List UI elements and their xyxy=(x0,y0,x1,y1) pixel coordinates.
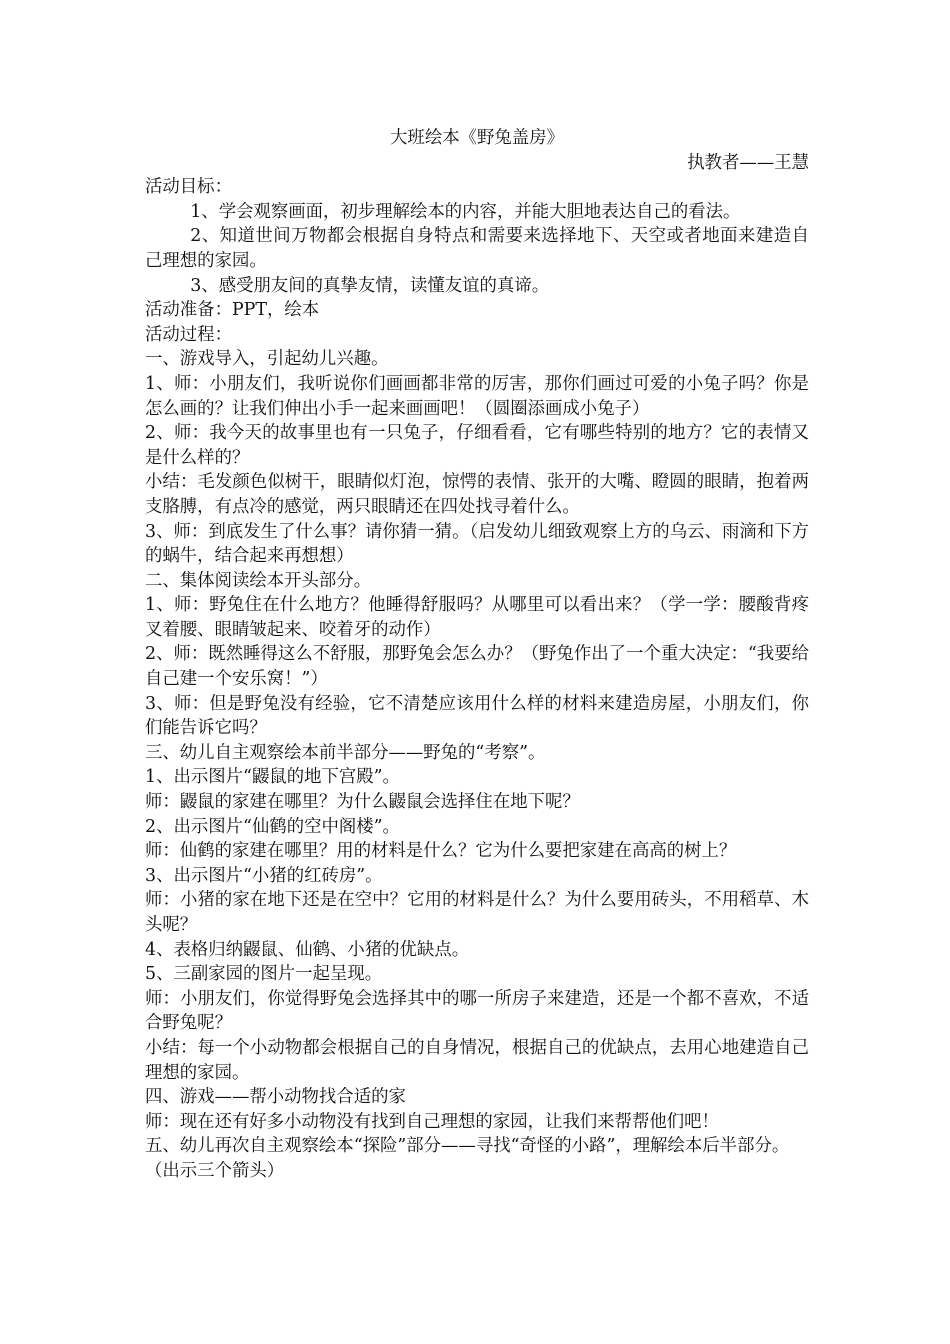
paragraph: （出示三个箭头） xyxy=(145,1160,285,1181)
document-body xyxy=(145,175,809,1183)
paragraph: 师：鼹鼠的家建在哪里？为什么鼹鼠会选择住在地下呢？ xyxy=(145,792,580,813)
paragraph: 3、感受朋友间的真挚友情，读懂友谊的真谛。 xyxy=(190,275,550,296)
paragraph: 小结：每一个小动物都会根据自己的自身情况，根据自己的优缺点，去用心地建造自己理想的家园。 xyxy=(145,1037,809,1083)
paragraph: 2、师：既然睡得这么不舒服，那野兔会怎么办？（野兔作出了一个重大决定：“我要给自己建一个安乐窝！”） xyxy=(145,644,809,690)
paragraph: 2、师：我今天的故事里也有一只兔子，仔细看看，它有哪些特别的地方？它的表情又是什么样的？ xyxy=(145,423,809,468)
paragraph: 五、幼儿再次自主观察绘本“探险”部分——寻找“奇怪的小路”，理解绘本后半部分。 xyxy=(145,1136,790,1157)
paragraph: 四、游戏——帮小动物找合适的家 xyxy=(145,1087,406,1108)
paragraph: 师：仙鹤的家建在哪里？用的材料是什么？它为什么要把家建在高高的树上？ xyxy=(145,841,737,862)
document-title: 大班绘本《野兔盖房》 xyxy=(390,128,564,148)
paragraph: 3、师：但是野兔没有经验，它不清楚应该用什么样的材料来建造房屋，小朋友们，你们能告诉它吗？ xyxy=(145,693,809,739)
paragraph: 1、出示图片“鼹鼠的地下宫殿”。 xyxy=(145,767,400,788)
paragraph: 2、出示图片“仙鹤的空中阁楼”。 xyxy=(145,816,400,837)
paragraph: 师：小朋友们，你觉得野兔会选择其中的哪一所房子来建造，还是一个都不喜欢，不适合野兔呢？ xyxy=(145,988,809,1034)
paragraph: 小结：毛发颜色似树干，眼睛似灯泡，惊愕的表情、张开的大嘴、瞪圆的眼睛，抱着两支胳膊，有点冷的感觉，两只眼睛还在四处找寻着什么。 xyxy=(145,472,809,517)
paragraph: 一、游戏导入，引起幼儿兴趣。 xyxy=(145,349,389,370)
paragraph: 活动过程： xyxy=(145,324,232,345)
paragraph: 3、出示图片“小猪的红砖房”。 xyxy=(145,865,383,886)
paragraph: 二、集体阅读绘本开头部分。 xyxy=(145,570,372,591)
paragraph: 5、三副家园的图片一起呈现。 xyxy=(145,964,383,985)
paragraph: 活动准备：PPT，绘本 xyxy=(145,300,320,321)
paragraph: 2、知道世间万物都会根据自身特点和需要来选择地下、天空或者地面来建造自己理想的家园。 xyxy=(145,226,809,271)
paragraph: 三、幼儿自主观察绘本前半部分——野兔的“考察”。 xyxy=(145,742,546,763)
paragraph: 1、学会观察画面，初步理解绘本的内容，并能大胆地表达自己的看法。 xyxy=(190,201,741,222)
paragraph: 3、师：到底发生了什么事？请你猜一猜。（启发幼儿细致观察上方的乌云、雨滴和下方的蜗牛，结合起来再想想） xyxy=(145,521,809,567)
paragraph: 师：小猪的家在地下还是在空中？它用的材料是什么？为什么要用砖头，不用稻草、木头呢？ xyxy=(145,890,809,935)
document-page xyxy=(145,126,809,1184)
paragraph: 1、师：小朋友们，我听说你们画画都非常的厉害，那你们画过可爱的小兔子吗？你是怎么画的？让我们伸出小手一起来画画吧！（圆圈添画成小兔子） xyxy=(145,373,809,419)
paragraph: 师：现在还有好多小动物没有找到自己理想的家园，让我们来帮帮他们吧！ xyxy=(145,1111,719,1132)
paragraph: 活动目标： xyxy=(145,177,232,198)
document-author: 执教者——王慧 xyxy=(687,152,809,173)
paragraph: 4、表格归纳鼹鼠、仙鹤、小猪的优缺点。 xyxy=(145,939,470,960)
paragraph: 1、师：野兔住在什么地方？他睡得舒服吗？从哪里可以看出来？（学一学：腰酸背疼叉着腰、眼睛皱起来、咬着牙的动作） xyxy=(145,595,809,640)
